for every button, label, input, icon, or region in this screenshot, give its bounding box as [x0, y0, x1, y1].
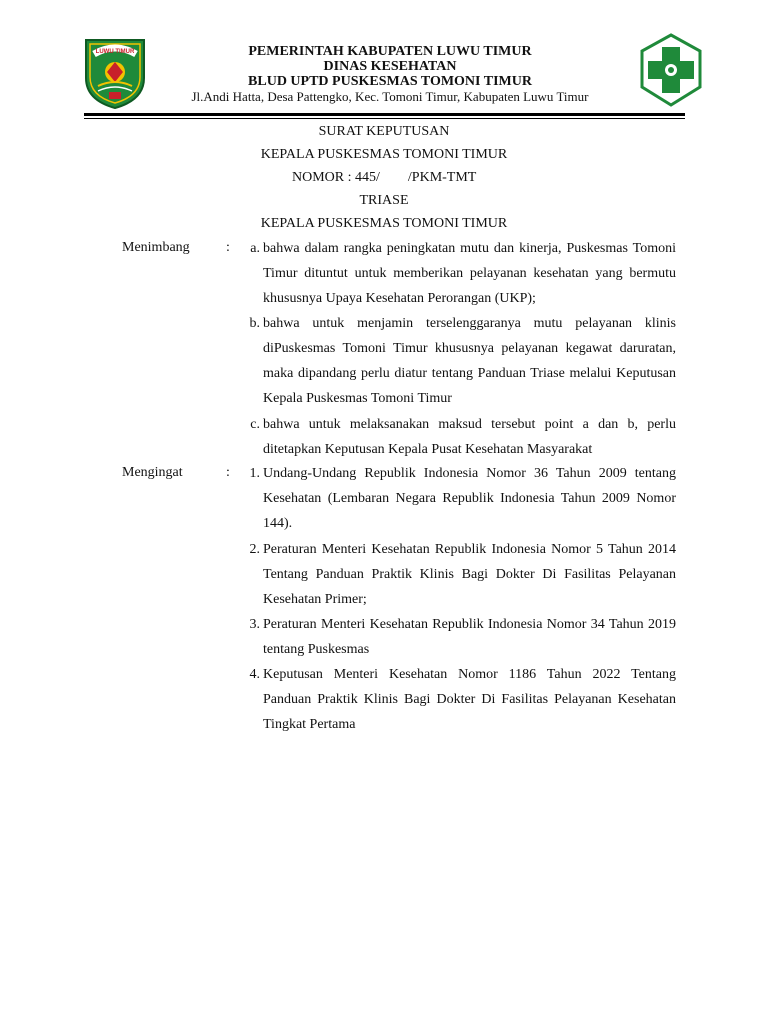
letterhead-puskesmas: BLUD UPTD PUSKESMAS TOMONI TIMUR	[248, 74, 532, 89]
item-text: Undang-Undang Republik Indonesia Nomor 36 Tahun 2009 tentang Kesehatan (Lembaran Negara Republik Indonesia Tahun 2009 Nomor 144).	[263, 466, 676, 531]
letterhead-department: DINAS KESEHATAN	[323, 59, 457, 74]
item-marker: c.	[250, 417, 260, 432]
item-text: Keputusan Menteri Kesehatan Nomor 1186 Tahun 2022 Tentang Panduan Praktik Klinis Bagi Dokter Di Fasilitas Pelayanan Kesehatan Tingkat Pertama	[263, 667, 676, 732]
menimbang-item	[238, 412, 676, 462]
letterhead-government: PEMERINTAH KABUPATEN LUWU TIMUR	[248, 44, 532, 59]
menimbang-colon: :	[226, 240, 230, 255]
mengingat-item	[238, 662, 676, 737]
item-marker: b.	[249, 316, 260, 331]
document-type: SURAT KEPUTUSAN	[318, 124, 450, 139]
item-text: Peraturan Menteri Kesehatan Republik Indonesia Nomor 34 Tahun 2019 tentang Puskesmas	[263, 617, 676, 657]
mengingat-item	[238, 461, 676, 536]
header-rule-thin	[84, 118, 685, 119]
number-prefix: NOMOR : 445/	[292, 170, 380, 185]
item-text: bahwa dalam rangka peningkatan mutu dan kinerja, Puskesmas Tomoni Timur dituntut untuk memberikan pelayanan kesehatan yang bermutu khususnya Upaya Kesehatan Perorangan (UKP);	[263, 241, 676, 306]
mengingat-item	[238, 537, 676, 612]
item-marker: 3.	[249, 617, 260, 632]
item-text: Peraturan Menteri Kesehatan Republik Indonesia Nomor 5 Tahun 2014 Tentang Panduan Praktik Klinis Bagi Dokter Di Fasilitas Pelayanan Kesehatan Primer;	[263, 542, 676, 607]
item-marker: 4.	[249, 667, 260, 682]
document-issuer: KEPALA PUSKESMAS TOMONI TIMUR	[260, 147, 508, 162]
document-number	[292, 170, 476, 186]
number-suffix: /PKM-TMT	[407, 170, 477, 185]
header-rule-thick	[84, 113, 685, 116]
puskesmas-logo-icon	[638, 33, 704, 107]
item-marker: a.	[250, 241, 260, 256]
menimbang-label: Menimbang	[122, 240, 190, 255]
document-subject: TRIASE	[359, 193, 409, 208]
document-issuer-repeat: KEPALA PUSKESMAS TOMONI TIMUR	[260, 216, 508, 231]
letterhead-address: Jl.Andi Hatta, Desa Pattengko, Kec. Tomoni Timur, Kabupaten Luwu Timur	[191, 89, 589, 104]
item-text: bahwa untuk melaksanakan maksud tersebut point a dan b, perlu ditetapkan Keputusan Kepala Pusat Kesehatan Masyarakat	[263, 417, 676, 457]
luwu-timur-emblem-icon	[80, 34, 150, 110]
mengingat-label: Mengingat	[122, 465, 183, 480]
menimbang-item	[238, 236, 676, 311]
svg-text:LUWU TIMUR: LUWU TIMUR	[95, 49, 135, 55]
item-marker: 1.	[249, 466, 260, 481]
mengingat-item	[238, 612, 676, 662]
mengingat-colon: :	[226, 465, 230, 480]
menimbang-item	[238, 311, 676, 411]
item-text: bahwa untuk menjamin terselenggaranya mutu pelayanan klinis diPuskesmas Tomoni Timur khususnya pelayanan kegawat daruratan, maka dipandang perlu diatur tentang Panduan Triase melalui Keputusan Kepala Puskesmas Tomoni Timur	[263, 316, 676, 406]
item-marker: 2.	[249, 542, 260, 557]
letterhead	[160, 44, 620, 105]
